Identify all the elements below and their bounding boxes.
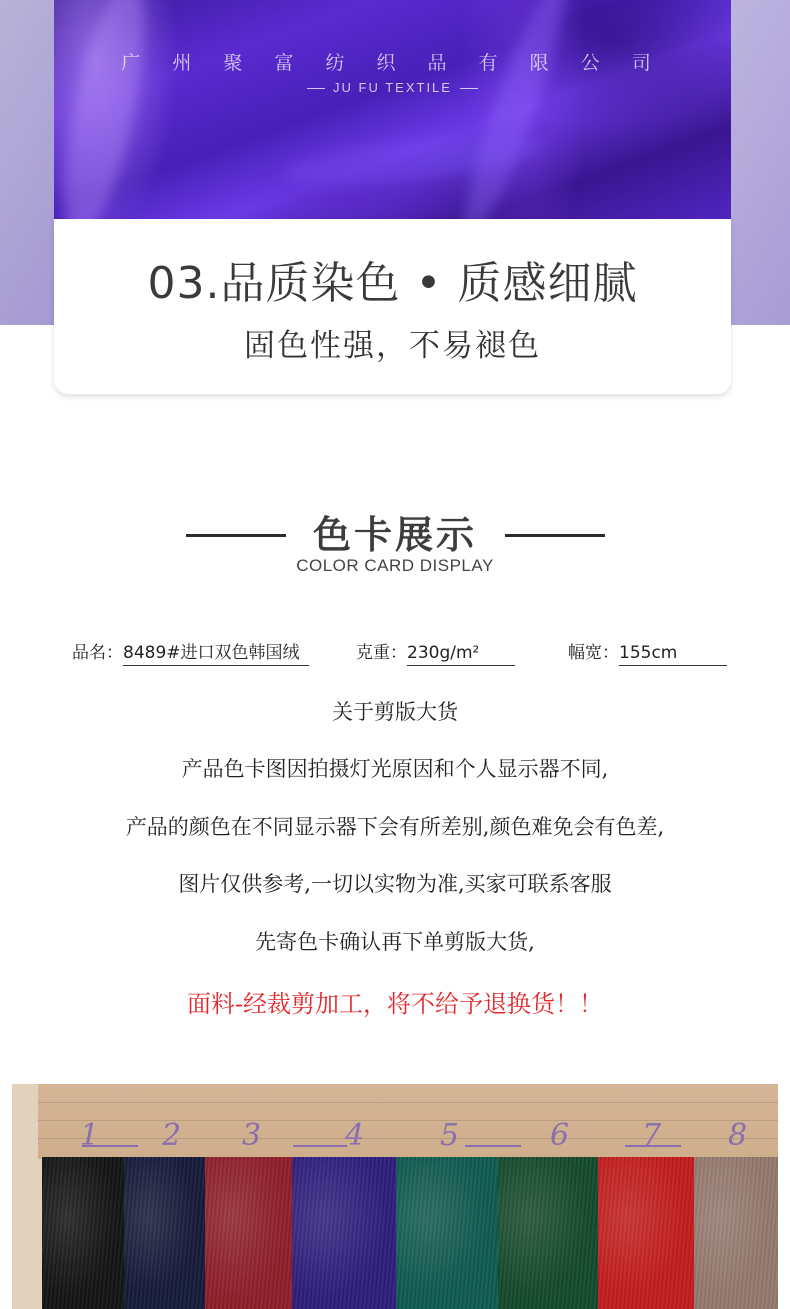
- swatch-number-5: 5: [440, 1118, 460, 1153]
- notice-line-1: 产品色卡图因拍摄灯光原因和个人显示器不同,: [181, 757, 609, 781]
- swatch-6: [498, 1157, 600, 1309]
- swatch-number-1: 1: [80, 1118, 100, 1153]
- notice-line-2: 产品的颜色在不同显示器下会有所差别,颜色难免会有色差,: [125, 815, 665, 839]
- company-name: 广 州 聚 富 纺 织 品 有 限 公 司: [121, 52, 664, 74]
- spec-weight: [356, 638, 515, 666]
- number-underline: [465, 1145, 521, 1147]
- notice-warning: 面料-经裁剪加工，将不给予退换货！！: [186, 990, 604, 1018]
- swatch-7: [598, 1157, 696, 1309]
- swatch-1: [42, 1157, 126, 1309]
- notice-line-4: 先寄色卡确认再下单剪版大货,: [255, 930, 535, 954]
- swatch-number-2: 2: [162, 1118, 182, 1153]
- section-subtitle: COLOR CARD DISPLAY: [296, 556, 494, 575]
- number-underline: [293, 1145, 347, 1147]
- hero-fabric-image: [54, 0, 731, 220]
- spec-width-value: 155cm: [619, 643, 727, 666]
- notice-line-3: 图片仅供参考,一切以实物为准,买家可联系客服: [178, 872, 612, 896]
- swatch-number-7: 7: [642, 1118, 662, 1153]
- swatch-3: [205, 1157, 294, 1309]
- notice-heading: 关于剪版大货: [332, 700, 458, 724]
- color-card-board: [38, 1084, 778, 1159]
- swatch-number-4: 4: [345, 1118, 365, 1153]
- hero-subtitle: 固色性强，不易褪色: [244, 328, 541, 364]
- dash-right: [460, 88, 478, 89]
- spec-name-label: 品名：: [72, 643, 123, 663]
- company-en-line: [54, 80, 731, 95]
- spec-name-value: 8489#进口双色韩国绒: [123, 638, 309, 666]
- swatch-2: [124, 1157, 207, 1309]
- hero-caption-card: [54, 219, 731, 394]
- spec-weight-value: 230g/m²: [407, 643, 515, 666]
- company-en: JU FU TEXTILE: [333, 80, 452, 95]
- swatch-8: [694, 1157, 778, 1309]
- swatch-number-8: 8: [728, 1118, 748, 1153]
- spec-width-label: 幅宽：: [568, 643, 619, 663]
- swatch-number-3: 3: [242, 1118, 262, 1153]
- dash-left: [307, 88, 325, 89]
- hero-title: 03.品质染色 • 质感细腻: [147, 258, 638, 309]
- swatch-number-6: 6: [550, 1118, 570, 1153]
- section-title: 色卡展示: [312, 513, 477, 557]
- board-grid-line: [38, 1102, 778, 1103]
- spec-width: [568, 638, 727, 666]
- swatch-5: [396, 1157, 500, 1309]
- board-grid-line: [38, 1120, 778, 1121]
- spec-name: [72, 638, 309, 666]
- swatch-4: [292, 1157, 398, 1309]
- spec-weight-label: 克重：: [356, 643, 407, 663]
- board-grid-line: [38, 1138, 778, 1139]
